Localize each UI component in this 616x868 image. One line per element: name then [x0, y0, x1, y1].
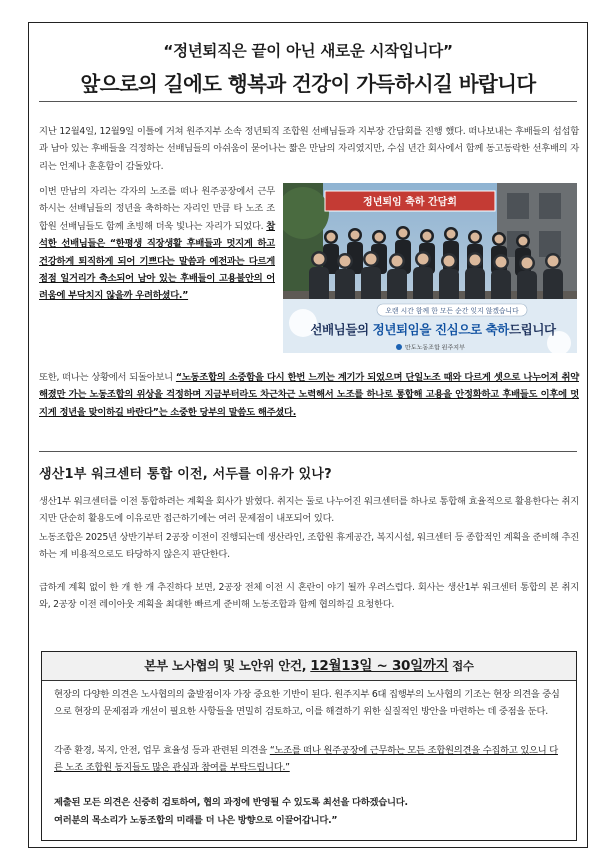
- section-divider: [39, 451, 577, 452]
- group-photo-illustration: [283, 183, 577, 353]
- photo-banner-big: 선배님들의 정년퇴임을 진심으로 축하드립니다: [310, 322, 556, 337]
- photo-logo-text: 만도노동조합 원주지부: [405, 344, 465, 352]
- farewell-lead: 또한, 떠나는 상황에서 되돌아보니: [39, 372, 176, 383]
- farewell-tail: 는 소중한 당부의 말씀도 해주셨다.: [158, 406, 297, 418]
- section2-title: 생산1부 워크센터 통합 이전, 서두를 이유가 있나?: [39, 467, 332, 482]
- notice-quote: “노조를 떠나 원주공장에 근무하는 모든 조합원의견을 수집하고 있으니 다른 노조 조합원 동지들도 많은 관심과 참여를 부탁드립니다.”: [54, 745, 558, 774]
- union-logo-icon: [396, 344, 402, 350]
- notice-box: [41, 651, 577, 841]
- farewell-paragraph: [39, 369, 579, 421]
- stage-banner-text: 정년퇴임 축하 간담회: [363, 197, 457, 208]
- document-frame: [28, 22, 588, 848]
- section2-paragraph-1: 생산1부 워크센터를 이전 통합하려는 계획을 회사가 밝혔다. 취지는 둘로 나누어진 워크센터를 하나로 통합해 효율적으로 활용한다는 취지지만 단순히 활용도에 이유로만 접근하기에는 여러 문제점이 내포되어 있다.: [39, 496, 579, 525]
- headline-quote: “정년퇴직은 끝이 아닌 새로운 시작입니다”: [163, 42, 453, 60]
- notice-paragraph-2: 각종 환경, 복지, 안전, 업무 효율성 등과 관련된 의견을 “노조를 떠나 원주공장에 근무하는 모든 조합원의견을 수집하고 있으니 다른 노조 조합원 동지들도 많은 관심과 참여를 부탁드립니다.”: [54, 745, 558, 774]
- meeting-lead: 이번 만남의 자리는 각자의 노조를 떠나 원주공장에서 근무하시는 선배님들의 정년을 축하하는 자리인 만큼 타 노조 조합원 선배님들도 함께 초빙해 더욱 빛나는 자리가 되었다.: [39, 186, 275, 232]
- meeting-quote: 참석한 선배님들은 “한평생 직장생활 후배들과 멋지게 하고 건강하게 퇴직하게 되어 기쁘다는 말씀과 예전과는 다르게 점점 일거리가 축소되어 남아 있는 후배들이 고용불안의 어려움에 부닥치지 않을까 우려하셨다.”: [39, 220, 275, 302]
- section2-paragraph-2: 노동조합은 2025년 상반기부터 2공장 이전이 진행되는데 생산라인, 조합원 휴게공간, 복지시설, 워크센터 등 종합적인 계획을 준비해 추진하는 게 비용적으로도 타당하지 않은지 판단한다.: [39, 532, 579, 561]
- notice-date: 12월13일 ~ 30일까지: [310, 658, 449, 674]
- event-photo: [283, 183, 577, 353]
- meeting-paragraph: [39, 183, 275, 305]
- headline-main: 앞으로의 길에도 행복과 건강이 가득하시길 바랍니다: [80, 72, 536, 96]
- notice-paragraph-3: 제출된 모든 의견은 신중히 검토하여, 협의 과정에 반영될 수 있도록 최선을 다하겠습니다.: [54, 797, 408, 808]
- photo-banner-small: 오랜 시간 함께 한 모든 순간 잊지 않겠습니다: [385, 307, 519, 315]
- notice-title: 본부 노사협의 및 노안위 안건, 12월13일 ~ 30일까지 접수: [42, 652, 576, 681]
- farewell-quote: “노동조합의 소중함을 다시 한번 느끼는 계기가 되었으며 단일노조 때와 다르게 셋으로 나누어져 취약해졌만 가는 노동조합의 위상을 걱정하며 지금부터라도 차근차근 노력해서 노조를 하나로 통합해 고용을 안정화하고 후배들도 이후에 멋지게 정년을 맞이하길 바란다”: [39, 372, 579, 418]
- notice-paragraph-1: 현장의 다양한 의견은 노사협의의 출발점이자 가장 중요한 기반이 된다. 원주지부 6대 집행부의 노사협의 기조는 현장 의견을 중심으로 현장의 문제점과 개선이 필요한 사항들을 면밀히 검토하고, 이를 해결하기 위한 실질적인 방안을 마련하는 데 중점을 둔다.: [54, 689, 560, 718]
- notice-paragraph-4: 여러분의 목소리가 노동조합의 미래를 더 나은 방향으로 이끌어갑니다.”: [54, 815, 338, 826]
- section2-paragraph-3: 급하게 계획 없이 한 개 한 개 추진하다 보면, 2공장 전체 이전 시 혼란이 야기 될까 우려스럽다. 회사는 생산1부 워크센터 통합의 본 취지와, 2공장 이전 레이아웃 계획을 최대한 빠르게 준비해 노동조합과 함께 협의하길 요청한다.: [39, 582, 579, 611]
- headline-divider: [39, 101, 577, 102]
- intro-paragraph: 지난 12월4일, 12월9일 이틀에 거쳐 원주지부 소속 정년퇴직 조합원 선배님들과 지부장 간담회를 진행 했다. 떠나보내는 후배들의 섭섭함과 남아 있는 후배들을 걱정하는 선배님들의 아쉬움이 묻어나는 짧은 만남의 자리였지만, 수십 년간 회사에서 함께 동고동락한 선후배의 자리는 언제나 훈훈함이 감돌았다.: [39, 126, 579, 172]
